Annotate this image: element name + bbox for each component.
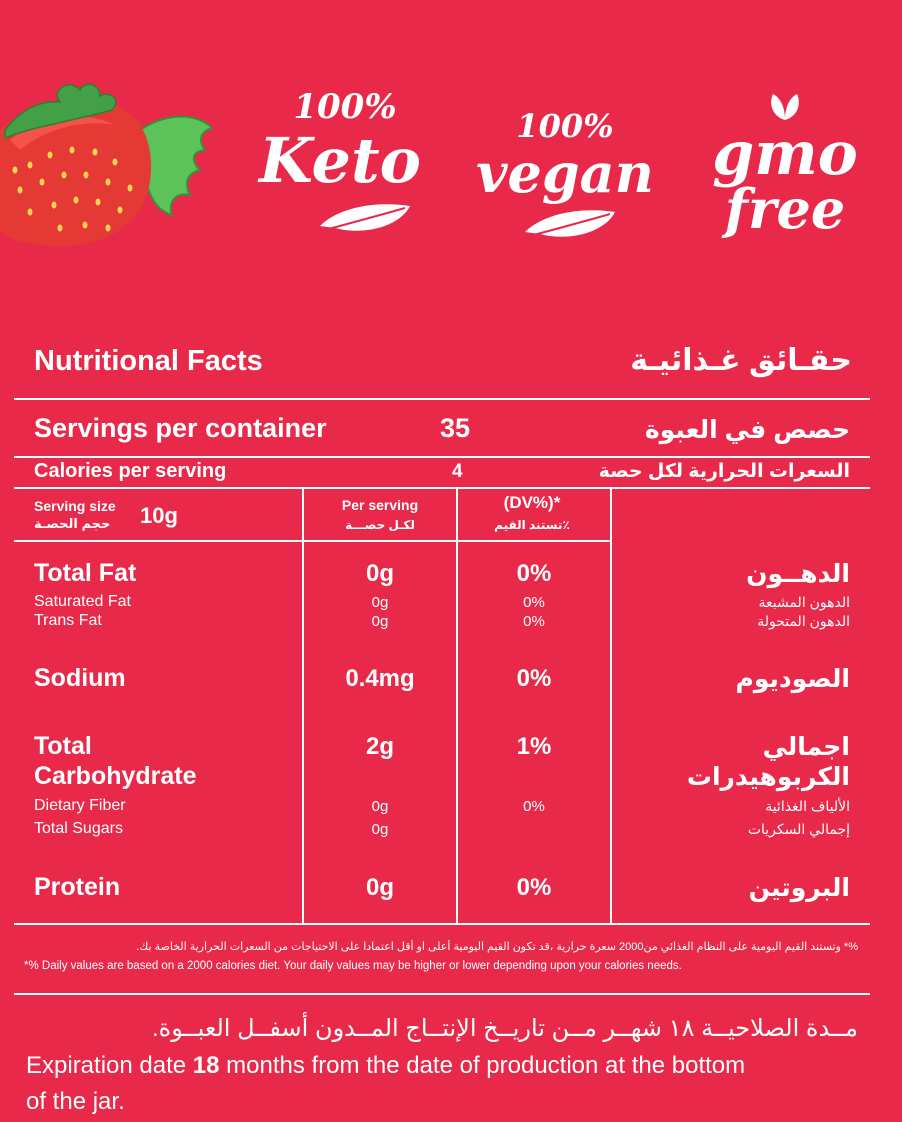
- calories-label-ar: السعرات الحرارية لكل حصة: [598, 461, 850, 482]
- total-sugars-ar: إجمالي السكريات: [747, 821, 850, 837]
- column-divider: [456, 487, 458, 924]
- expiration-en-line1: [26, 1052, 745, 1080]
- vegan-label: vegan: [476, 141, 654, 205]
- trans-fat-en: Trans Fat: [34, 612, 102, 629]
- free-label: free: [724, 177, 846, 241]
- keto-label: Keto: [259, 124, 421, 197]
- protein-ar: البروتين: [748, 874, 850, 902]
- dv-en: (DV%)*: [503, 493, 561, 512]
- trans-fat-ar: الدهون المتحولة: [757, 613, 850, 629]
- saturated-fat-ar: الدهون المشبعة: [758, 594, 850, 610]
- saturated-fat-value: 0g: [371, 594, 389, 611]
- divider: [14, 993, 870, 995]
- dietary-fiber-value: 0g: [371, 798, 389, 815]
- trans-fat-value: 0g: [371, 613, 389, 630]
- divider: [14, 540, 612, 542]
- protein-en: Protein: [34, 873, 121, 901]
- strawberry-icon: [0, 70, 220, 250]
- total-carb-dv: 1%: [516, 733, 552, 760]
- trans-fat-dv: 0%: [523, 613, 545, 630]
- total-fat-ar: الدهــون: [746, 560, 850, 588]
- dietary-fiber-dv: 0%: [523, 798, 545, 815]
- servings-value: 35: [440, 413, 471, 443]
- total-fat-en: Total Fat: [34, 559, 137, 587]
- divider: [14, 923, 870, 925]
- title-ar: حقـائق غـذائيـة: [630, 344, 852, 377]
- keto-badge: [255, 88, 435, 258]
- serving-size-value: 10g: [140, 503, 178, 528]
- total-sugars-en: Total Sugars: [34, 820, 123, 837]
- column-divider: [302, 487, 304, 924]
- dietary-fiber-ar: الألياف الغذائية: [765, 798, 850, 814]
- expiration-ar: مــدة الصلاحيــة ١٨ شهــر مــن تاريــخ الإنتــاج المــدون أسفــل العبــوة.: [151, 1015, 858, 1042]
- total-sugars-value: 0g: [371, 821, 389, 838]
- serving-size-en: Serving size: [34, 498, 116, 514]
- dv-ar: تستند القيم٪: [494, 518, 570, 532]
- footnote-ar: %* وتستند القيم اليومية على النظام الغذائي من2000 سعرة حرارية ،قد تكون القيم اليومية أعلى او أقل اعتمادا على الاحتياجات من السعرات الحرارية الخاصة بك.: [136, 941, 858, 953]
- per-serving-ar: لكـل حصـــة: [345, 518, 415, 532]
- vegan-badge: [470, 108, 660, 248]
- servings-label-en: Servings per container: [34, 413, 327, 443]
- calories-label-en: Calories per serving: [34, 460, 227, 482]
- saturated-fat-en: Saturated Fat: [34, 593, 131, 610]
- protein-dv: 0%: [516, 874, 552, 901]
- sodium-value: 0.4mg: [345, 665, 415, 692]
- sodium-en: Sodium: [34, 664, 126, 692]
- total-carb-ar-line1: اجمالي: [762, 733, 850, 761]
- leaf-icon: [765, 90, 805, 122]
- total-fat-value: 0g: [365, 560, 394, 587]
- expiration-months: 18: [192, 1052, 220, 1079]
- dietary-fiber-en: Dietary Fiber: [34, 797, 126, 814]
- keto-percent: 100%: [293, 87, 397, 127]
- protein-value: 0g: [365, 874, 394, 901]
- leaf-icon: [310, 196, 420, 236]
- serving-size-ar: حجم الحصـة: [34, 516, 111, 531]
- total-carb-en-line1: Total: [34, 732, 92, 760]
- vegan-percent: 100%: [516, 107, 614, 145]
- leaf-icon: [515, 202, 625, 242]
- total-carb-value: 2g: [365, 733, 394, 760]
- expiration-rest: months from the date of production at the bottom: [219, 1052, 746, 1079]
- expiration-prefix: Expiration date: [26, 1052, 193, 1079]
- sodium-ar: الصوديوم: [735, 665, 850, 693]
- column-divider: [610, 487, 612, 924]
- total-fat-dv: 0%: [516, 560, 552, 587]
- title-en: Nutritional Facts: [34, 345, 263, 377]
- servings-label-ar: حصص في العبوة: [644, 416, 850, 444]
- sodium-dv: 0%: [516, 665, 552, 692]
- divider: [14, 398, 870, 400]
- divider: [14, 487, 870, 489]
- gmo-free-badge: [700, 90, 870, 260]
- divider: [14, 456, 870, 458]
- per-serving-en: Per serving: [341, 497, 419, 513]
- total-carb-en-line2: Carbohydrate: [34, 762, 197, 790]
- gmo-label: gmo: [712, 119, 858, 189]
- calories-value: 4: [452, 461, 463, 482]
- saturated-fat-dv: 0%: [523, 594, 545, 611]
- expiration-en-line2: of the jar.: [26, 1088, 125, 1115]
- total-carb-ar-line2: الكربوهيدرات: [686, 763, 850, 791]
- footnote-en: *% Daily values are based on a 2000 calories diet. Your daily values may be higher or lower depending upon your calories needs.: [24, 960, 682, 972]
